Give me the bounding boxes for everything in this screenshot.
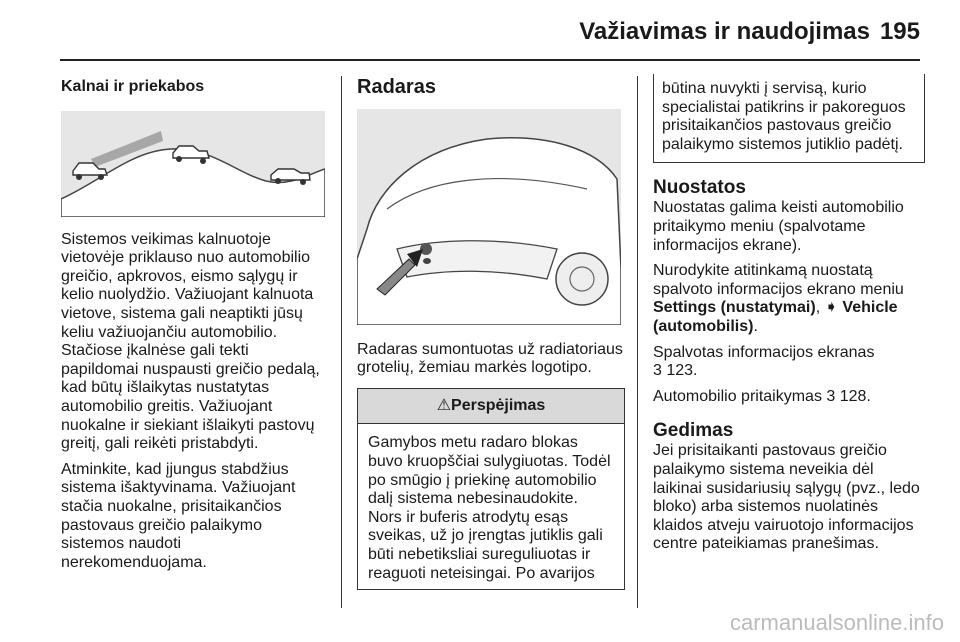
text: , — [815, 299, 825, 317]
paragraph: Sistemos veikimas kalnuotoje vietovėje priklauso nuo automobilio greičio, apkrovos, eismo sąlygų ir kelio nuolydžio. Važiuojant kalnuota vietove, sistema gali neaptikti jūsų keliu važiuojančiu automobilio. Stačiose įkalnėse gali tekti papildomai nuspausti greičio pedalą, kad būtų išlaikytas nustatytas automobilio greitis. Važiuojant nuokalne ir siekiant išlaikyti pastovų greitį, gali reikėti pristabdyti. — [61, 230, 320, 453]
warning-header — [358, 389, 624, 425]
paragraph: Jei prisitaikanti pastovaus greičio palaikymo sistema neveikia dėl laikinai susidariusių sąlygų (pvz., ledo bloko) arba sistemos nuolatinės klaidos atveju vairuotojo informacijos centre pateikiamas pranešimas. — [653, 442, 920, 553]
column-3 — [653, 78, 925, 561]
menu-label-vehicle: Vehicle (automobilis) — [653, 299, 898, 335]
figure-caption: Radaras sumontuotas už radiatoriaus grotelių, žemiau markės logotipo. — [357, 340, 623, 377]
faults-heading: Gedimas — [653, 420, 734, 442]
settings-heading: Nuostatos — [653, 177, 746, 199]
text: . — [753, 317, 758, 335]
text: Spalvotas informacijos ekranas — [653, 343, 875, 361]
column-1 — [61, 78, 329, 579]
paragraph: Automobilio pritaikymas 3 128. — [653, 387, 871, 405]
section-subheading: Kalnai ir priekabos — [61, 78, 205, 95]
column-divider — [637, 76, 638, 608]
warning-icon: ⚠ — [436, 396, 452, 414]
column-2 — [357, 78, 625, 590]
paragraph — [653, 344, 925, 381]
page-reference: 3 123. — [653, 362, 698, 380]
paragraph — [653, 262, 925, 336]
car-front-image — [357, 109, 621, 325]
menu-label-settings: Settings (nustatymai) — [653, 299, 816, 317]
column-divider — [341, 76, 342, 608]
page-title: Važiavimas ir naudojimas — [579, 18, 870, 45]
arrow-icon: ➧ — [824, 299, 838, 317]
hills-cars-image — [61, 111, 325, 217]
header-rule — [60, 59, 920, 61]
paragraph: Nuostatas galima keisti automobilio pritaikymo meniu (spalvotame informacijos ekrane). — [653, 199, 904, 254]
warning-title: Perspėjimas — [451, 396, 546, 414]
section-heading: Radaras — [357, 76, 436, 98]
paragraph: Atminkite, kad įjungus stabdžius sistema išaktyvinama. Važiuojant stačia nuokalne, prisitaikančios pastovaus greičio palaikymo sistemos naudoti nerekomenduojama. — [61, 460, 296, 571]
text: Nurodykite atitinkamą nuostatą spalvoto informacijos ekrano meniu — [653, 262, 904, 298]
hills-illustration — [61, 111, 325, 217]
warning-box — [357, 388, 625, 590]
warning-box-continued: būtina nuvykti į servisą, kurio specialistai patikrins ir pakoreguos prisitaikančios pastovaus greičio palaikymo sistemos jutiklio padėtį. — [653, 74, 925, 163]
radar-illustration — [357, 109, 621, 325]
watermark: carmanualsonline.info — [729, 610, 944, 635]
page-number: 195 — [879, 18, 920, 45]
warning-body: Gamybos metu radaro blokas buvo kruopščiai sulygiuotas. Todėl po smūgio į priekinę automobilio dalį sistema nebesinaudokite. Nors ir buferis atrodytų esąs sveikas, už jo įrengtas jutiklis gali būti nebetiksliai sureguliuotas ir reaguoti neteisingai. Po avarijos — [368, 434, 611, 582]
page-header — [0, 0, 960, 60]
